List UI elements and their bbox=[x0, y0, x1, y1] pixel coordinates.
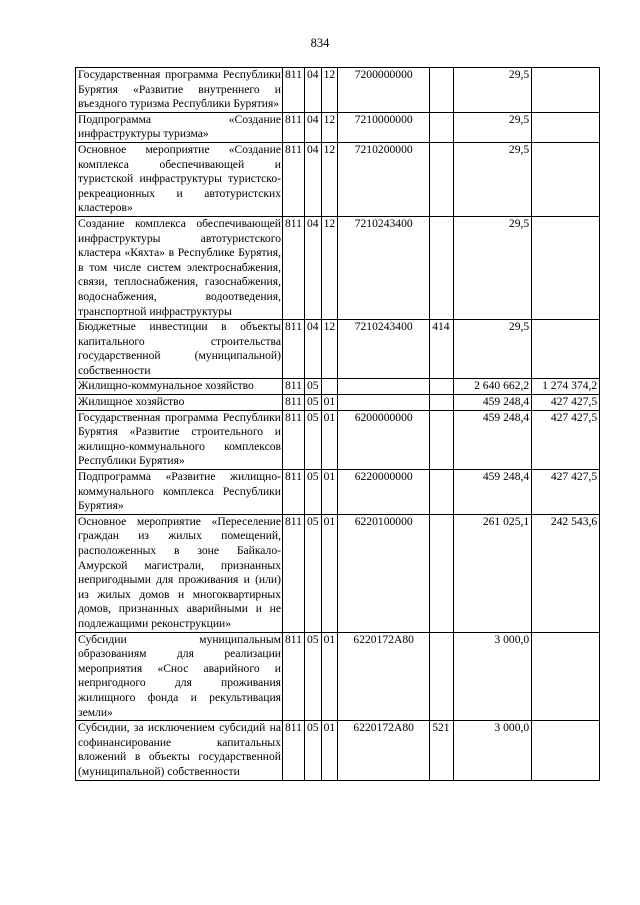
subsection-code: 01 bbox=[321, 410, 338, 469]
subsection-code: 12 bbox=[321, 112, 338, 142]
row-name: Субсидии муниципальным образованиям для реализации мероприятия «Снос аварийного и непригодного для проживания жилищного фонда и рекультивация земли» bbox=[76, 632, 283, 721]
subsection-code: 01 bbox=[321, 470, 338, 515]
amount-year1: 29,5 bbox=[454, 216, 532, 319]
target-article-code: 7210243400 bbox=[338, 320, 430, 379]
section-code: 04 bbox=[305, 320, 322, 379]
row-name: Государственная программа Республики Бурятия «Развитие внутреннего и въездного туризма Республики Бурятия» bbox=[76, 68, 283, 113]
amount-year2 bbox=[532, 68, 600, 113]
amount-year2 bbox=[532, 320, 600, 379]
subsection-code: 12 bbox=[321, 142, 338, 216]
amount-year1: 459 248,4 bbox=[454, 470, 532, 515]
table-row bbox=[76, 379, 600, 395]
amount-year2 bbox=[532, 112, 600, 142]
expense-type-code bbox=[430, 395, 454, 411]
subsection-code: 01 bbox=[321, 721, 338, 780]
amount-year2: 1 274 374,2 bbox=[532, 379, 600, 395]
subsection-code: 01 bbox=[321, 632, 338, 721]
amount-year1: 29,5 bbox=[454, 320, 532, 379]
grbs-code: 811 bbox=[283, 410, 305, 469]
amount-year1: 261 025,1 bbox=[454, 514, 532, 632]
amount-year1: 29,5 bbox=[454, 142, 532, 216]
amount-year2 bbox=[532, 721, 600, 780]
section-code: 05 bbox=[305, 470, 322, 515]
table-row bbox=[76, 216, 600, 319]
target-article-code: 6200000000 bbox=[338, 410, 430, 469]
expense-type-code bbox=[430, 514, 454, 632]
table-row bbox=[76, 142, 600, 216]
row-name: Основное мероприятие «Создание комплекса обеспечивающей и туристской инфраструктуры туристско-рекреационных и автотуристских кластеров» bbox=[76, 142, 283, 216]
row-name: Бюджетные инвестиции в объекты капитального строительства государственной (муниципальной) собственности bbox=[76, 320, 283, 379]
section-code: 05 bbox=[305, 632, 322, 721]
table-row bbox=[76, 395, 600, 411]
section-code: 05 bbox=[305, 379, 322, 395]
expense-type-code bbox=[430, 470, 454, 515]
page-number: 834 bbox=[310, 36, 330, 50]
grbs-code: 811 bbox=[283, 632, 305, 721]
expense-type-code bbox=[430, 379, 454, 395]
row-name: Государственная программа Республики Бурятия «Развитие строительного и жилищно-коммунального комплексов Республики Бурятия» bbox=[76, 410, 283, 469]
row-name: Подпрограмма «Развитие жилищно-коммунального комплекса Республики Бурятия» bbox=[76, 470, 283, 515]
target-article-code: 6220100000 bbox=[338, 514, 430, 632]
expense-type-code bbox=[430, 632, 454, 721]
grbs-code: 811 bbox=[283, 379, 305, 395]
expense-type-code bbox=[430, 142, 454, 216]
expense-type-code bbox=[430, 216, 454, 319]
section-code: 04 bbox=[305, 112, 322, 142]
table-row bbox=[76, 68, 600, 113]
amount-year1: 3 000,0 bbox=[454, 721, 532, 780]
amount-year2 bbox=[532, 142, 600, 216]
table-row bbox=[76, 112, 600, 142]
section-code: 05 bbox=[305, 395, 322, 411]
grbs-code: 811 bbox=[283, 395, 305, 411]
row-name: Субсидии, за исключением субсидий на софинансирование капитальных вложений в объекты государственной (муниципальной) собственности bbox=[76, 721, 283, 780]
section-code: 05 bbox=[305, 514, 322, 632]
subsection-code: 01 bbox=[321, 395, 338, 411]
table-row bbox=[76, 410, 600, 469]
amount-year1: 29,5 bbox=[454, 68, 532, 113]
grbs-code: 811 bbox=[283, 68, 305, 113]
budget-table bbox=[75, 67, 600, 781]
target-article-code: 7210200000 bbox=[338, 142, 430, 216]
amount-year2: 427 427,5 bbox=[532, 410, 600, 469]
expense-type-code bbox=[430, 68, 454, 113]
section-code: 04 bbox=[305, 216, 322, 319]
section-code: 05 bbox=[305, 410, 322, 469]
table-row bbox=[76, 632, 600, 721]
table-row bbox=[76, 514, 600, 632]
amount-year2 bbox=[532, 632, 600, 721]
grbs-code: 811 bbox=[283, 320, 305, 379]
target-article-code: 6220172A80 bbox=[338, 721, 430, 780]
amount-year1: 3 000,0 bbox=[454, 632, 532, 721]
amount-year1: 29,5 bbox=[454, 112, 532, 142]
amount-year2 bbox=[532, 216, 600, 319]
target-article-code bbox=[338, 395, 430, 411]
target-article-code bbox=[338, 379, 430, 395]
expense-type-code bbox=[430, 410, 454, 469]
section-code: 05 bbox=[305, 721, 322, 780]
expense-type-code bbox=[430, 112, 454, 142]
amount-year2: 427 427,5 bbox=[532, 470, 600, 515]
expense-type-code: 521 bbox=[430, 721, 454, 780]
grbs-code: 811 bbox=[283, 470, 305, 515]
subsection-code: 12 bbox=[321, 68, 338, 113]
section-code: 04 bbox=[305, 68, 322, 113]
target-article-code: 6220172A80 bbox=[338, 632, 430, 721]
grbs-code: 811 bbox=[283, 112, 305, 142]
subsection-code: 12 bbox=[321, 216, 338, 319]
grbs-code: 811 bbox=[283, 721, 305, 780]
amount-year1: 2 640 662,2 bbox=[454, 379, 532, 395]
grbs-code: 811 bbox=[283, 142, 305, 216]
grbs-code: 811 bbox=[283, 514, 305, 632]
amount-year1: 459 248,4 bbox=[454, 410, 532, 469]
target-article-code: 7210000000 bbox=[338, 112, 430, 142]
grbs-code: 811 bbox=[283, 216, 305, 319]
row-name: Основное мероприятие «Переселение граждан из жилых помещений, расположенных в зоне Байкало-Амурской магистрали, признанных непригодными для проживания и (или) из жилых домов и многоквартирных домов, признанных аварийными и не подлежащими реконструкции» bbox=[76, 514, 283, 632]
table-row bbox=[76, 470, 600, 515]
expense-type-code: 414 bbox=[430, 320, 454, 379]
target-article-code: 7210243400 bbox=[338, 216, 430, 319]
row-name: Жилищное хозяйство bbox=[76, 395, 283, 411]
row-name: Подпрограмма «Создание инфраструктуры туризма» bbox=[76, 112, 283, 142]
subsection-code: 12 bbox=[321, 320, 338, 379]
target-article-code: 6220000000 bbox=[338, 470, 430, 515]
table-row bbox=[76, 320, 600, 379]
amount-year2: 427 427,5 bbox=[532, 395, 600, 411]
section-code: 04 bbox=[305, 142, 322, 216]
amount-year2: 242 543,6 bbox=[532, 514, 600, 632]
target-article-code: 7200000000 bbox=[338, 68, 430, 113]
subsection-code: 01 bbox=[321, 514, 338, 632]
row-name: Создание комплекса обеспечивающей инфраструктуры автотуристского кластера «Кяхта» в Республике Бурятия, в том числе систем электроснабжения, связи, теплоснабжения, газоснабжения, водоснабжения, водоотведения, транспортной инфраструктуры bbox=[76, 216, 283, 319]
table-row bbox=[76, 721, 600, 780]
row-name: Жилищно-коммунальное хозяйство bbox=[76, 379, 283, 395]
subsection-code bbox=[321, 379, 338, 395]
amount-year1: 459 248,4 bbox=[454, 395, 532, 411]
